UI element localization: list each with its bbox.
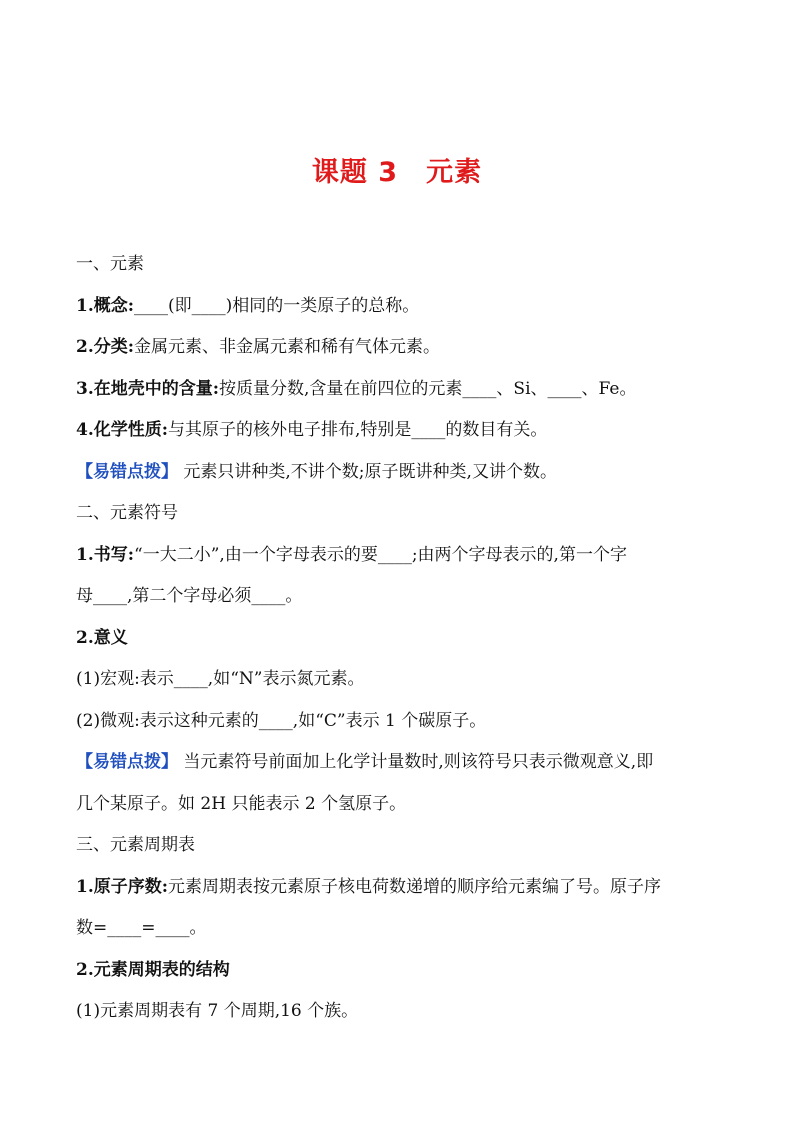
concept-label: 1.概念: [76,296,135,316]
tip-label-2: 【易错点拨】 [76,752,178,772]
micro-meaning-line: (2)微观:表示这种元素的____,如“C”表示 1 个碳原子。 [76,711,487,731]
writing-text-1: “一大二小”,由一个字母表示的要____;由两个字母表示的,第一个字 [134,545,627,565]
crust-content-text: 按质量分数,含量在前四位的元素____、Si、____、Fe。 [219,379,637,399]
writing-line-2: 母____,第二个字母必须____。 [76,586,303,606]
classification-text: 金属元素、非金属元素和稀有气体元素。 [134,337,441,357]
tip-line-2-cont: 几个某原子。如 2H 只能表示 2 个氢原子。 [76,794,407,814]
structure-text: (1)元素周期表有 7 个周期,16 个族。 [76,1001,359,1021]
chemical-property-line [76,418,547,442]
section-heading-symbols: 二、元素符号 [76,503,178,523]
crust-content-label: 3.在地壳中的含量: [76,379,220,399]
classification-label: 2.分类: [76,337,135,357]
section-heading-periodic-table: 三、元素周期表 [76,835,195,855]
tip-line-2 [76,750,653,774]
macro-meaning-line: (1)宏观:表示____,如“N”表示氮元素。 [76,669,365,689]
tip-label-1: 【易错点拨】 [76,462,178,482]
tip-line-1 [76,460,557,484]
tip-text-1: 元素只讲种类,不讲个数;原子既讲种类,又讲个数。 [178,462,557,482]
concept-text: ____(即____)相同的一类原子的总称。 [134,296,420,316]
atomic-number-text-1: 元素周期表按元素原子核电荷数递增的顺序给元素编了号。原子序 [168,877,662,897]
atomic-number-label: 1.原子序数: [76,877,169,897]
concept-line [76,294,419,318]
tip-text-2a: 当元素符号前面加上化学计量数时,则该符号只表示微观意义,即 [178,752,654,772]
chemical-property-label: 4.化学性质: [76,420,169,440]
writing-label: 1.书写: [76,545,135,565]
classification-line [76,335,440,359]
section-heading-elements: 一、元素 [76,254,144,274]
page-title: 课题 3 元素 [311,157,483,188]
writing-line-1 [76,543,627,567]
crust-content-line [76,377,636,401]
atomic-number-line-1 [76,875,661,899]
meaning-heading: 2.意义 [76,628,128,648]
chemical-property-text: 与其原子的核外电子排布,特别是____的数目有关。 [168,420,548,440]
structure-heading: 2.元素周期表的结构 [76,960,230,980]
atomic-number-line-2: 数=____=____。 [76,918,207,938]
